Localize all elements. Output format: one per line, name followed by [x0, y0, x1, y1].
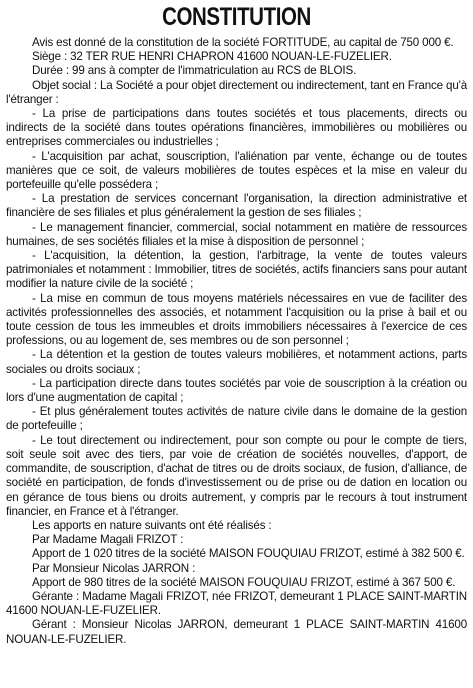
paragraph-apporteur: Par Madame Magali FRIZOT :: [32, 533, 184, 547]
paragraph-gerant: Gérant : Monsieur Nicolas JARRON, demeurant 1 PLACE SAINT-MARTIN 41600 NOUAN-LE-FUZELIER.: [6, 618, 467, 646]
paragraph-apports: Les apports en nature suivants ont été réalisés :: [32, 518, 272, 532]
paragraph-capital: Avis est donné de la constitution de la société FORTITUDE, au capital de 750 000 €.: [32, 36, 454, 49]
paragraph-objet-item: - La détention et la gestion de toutes valeurs mobilières, et notamment actions, parts sociales ou droits sociaux ;: [6, 348, 467, 376]
paragraph-objet-item: - La prise de participations dans toutes sociétés et tous placements, directs ou indirects de la société dans toutes opérations financières, immobilières ou mobilières ou entreprises commerciales ou industrielles ;: [6, 107, 467, 149]
paragraph-objet-item: - La participation directe dans toutes sociétés par voie de souscription à la création ou lors d'une augmentation de capital ;: [6, 376, 467, 405]
paragraph-duree: Durée : 99 ans à compter de l'immatriculation au RCS de BLOIS.: [32, 64, 357, 78]
paragraph-objet-item: - Le management financier, commercial, social notamment en matière de ressources humaines, de ses sociétés filiales et la mise à disposition de personnel ;: [6, 220, 467, 248]
paragraph-apport: Apport de 980 titres de la société MAISON FOUQUIAU FRIZOT, estimé à 367 500 €.: [32, 575, 456, 589]
paragraph-objet-social: Objet social : La Société a pour objet directement ou indirectement, tant en France qu'à l'étranger :: [6, 78, 467, 106]
paragraph-objet-item: - Le tout directement ou indirectement, pour son compte ou pour le compte de tiers, soit seule soit avec des tiers, par voie de création de sociétés nouvelles, d'apport, de commandite, de souscription, d'achat de titres ou de droits sociaux, de fusion, d'alliance, de société en participation, de fonds d'investissement ou de prise ou de dation en location ou en gérance de tous biens ou droits autrement, y compris par le recours à tout instrument financier, en France et à l'étranger.: [6, 433, 467, 518]
paragraph-apporteur: Par Monsieur Nicolas JARRON :: [32, 561, 196, 575]
paragraph-objet-item: - La mise en commun de tous moyens matériels nécessaires en vue de faciliter des activités professionnelles des associés, et notamment l'acquisition ou la prise à bail et ou toute cession de tous les immeubles et droits immobiliers nécessaires à l'exercice de ces professions, ou au logement de, ses membres ou de son personnel ;: [6, 291, 467, 348]
paragraph-objet-item: - L'acquisition, la détention, la gestion, l'arbitrage, la vente de toutes valeurs patrimoniales et notamment : Immobilier, titres de sociétés, actifs financiers sans pour autant modifier la nature civile de la société ;: [6, 249, 467, 291]
paragraph-apport: Apport de 1 020 titres de la société MAISON FOUQUIAU FRIZOT, estimé à 382 500 €.: [32, 547, 465, 561]
paragraph-objet-item: - Et plus généralement toutes activités de nature civile dans le domaine de la gestion de portefeuille ;: [6, 405, 467, 433]
paragraph-siege: Siège : 32 TER RUE HENRI CHAPRON 41600 NOUAN-LE-FUZELIER.: [32, 50, 392, 64]
notice-title: CONSTITUTION: [162, 3, 311, 31]
notice-body: [6, 36, 467, 647]
paragraph-gerante: Gérante : Madame Magali FRIZOT, née FRIZOT, demeurant 1 PLACE SAINT-MARTIN 41600 NOUAN-LE-FUZELIER.: [6, 589, 467, 618]
paragraph-objet-item: - L'acquisition par achat, souscription, l'aliénation par vente, échange ou de toutes manières que ce soit, de valeurs mobilières de toutes espèces et la mise en valeur du portefeuille qu'elle possédera ;: [6, 149, 467, 192]
paragraph-objet-item: - La prestation de services concernant l'organisation, la direction administrative et financière de ses filiales et plus généralement la gestion de ses filiales ;: [6, 192, 467, 220]
